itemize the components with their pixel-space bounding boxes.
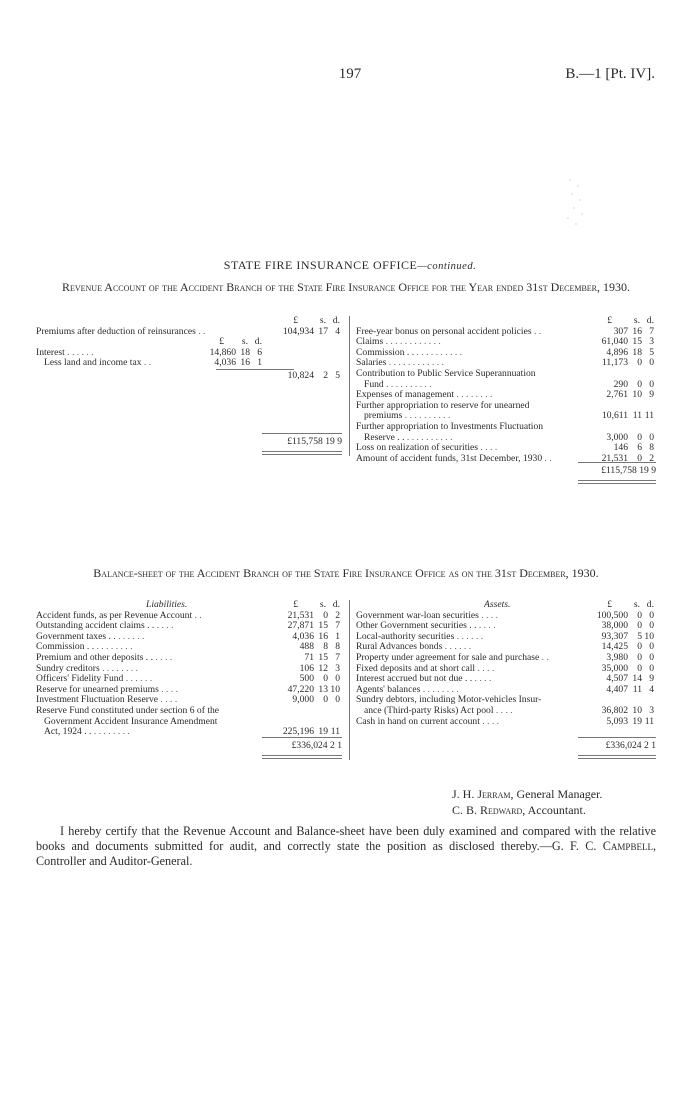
faint-stamp-mark [560, 170, 590, 230]
liability-pounds: 4,036 [292, 630, 314, 642]
asset-pence: 0 [649, 662, 654, 674]
liability-pence: 1 [335, 630, 340, 642]
asset-pounds: 93,307 [601, 630, 628, 642]
asset-pounds: 4,507 [606, 673, 628, 685]
expenditure-label-wrap [364, 380, 432, 391]
office-title [0, 258, 700, 273]
expenditure-label-wrap [356, 401, 529, 412]
liability-label: Government Accident Insurance Amendment [44, 716, 218, 727]
expenditure-row [356, 411, 656, 422]
expenditure-pence: 0 [649, 357, 654, 369]
expenditure-label: Commission . . [356, 347, 415, 358]
asset-pounds: 4,407 [606, 683, 628, 695]
expenditure-rows [356, 327, 656, 465]
signature-general-manager [452, 787, 602, 802]
shillings-header: s. [319, 599, 326, 610]
expenditure-pounds: 11,173 [601, 357, 628, 369]
signature-title: , General Manager. [510, 787, 603, 801]
leader-dots: . . . . . . . . . . [383, 379, 432, 390]
liability-label-wrap [36, 611, 202, 622]
signature-name: J. H. Jerram [452, 787, 511, 801]
pounds-header: £ [607, 315, 612, 326]
liability-pence: 0 [335, 673, 340, 685]
expenditure-row [356, 433, 656, 444]
expenditure-pence: 3 [649, 336, 654, 348]
liability-pence: 11 [330, 726, 340, 738]
expenditure-label: Contribution to Public Service Superannuation [356, 368, 536, 379]
pounds-header: £ [219, 336, 224, 348]
leader-dots: . . . . . . . . . . [404, 432, 453, 443]
leader-dots: . . . . . . [64, 347, 94, 358]
expenditure-label: Free-year bonus on personal accident policies [356, 326, 532, 337]
leader-dots: . . . . . . . . [420, 684, 459, 695]
liability-label-wrap [36, 632, 144, 643]
revenue-column-divider [349, 316, 350, 456]
asset-label-wrap [364, 706, 513, 717]
office-title-text: STATE FIRE INSURANCE OFFICE [223, 258, 418, 272]
asset-pounds: 14,425 [601, 641, 628, 653]
liability-pounds: 500 [299, 673, 314, 685]
liabilities-total: £336,024 2 1 [291, 740, 342, 751]
asset-label: Sundry debtors, including Motor-vehicles Insur- [356, 695, 542, 706]
expenditure-shillings: 15 [632, 336, 642, 348]
pence-header: d. [646, 599, 654, 610]
expenditure-label: premiums [364, 411, 403, 422]
liability-shillings: 0 [323, 673, 328, 685]
liability-shillings: 15 [318, 620, 328, 632]
liability-pounds: 71 [304, 651, 314, 663]
asset-label-wrap [356, 695, 541, 706]
liability-shillings: 16 [318, 630, 328, 642]
audit-certificate [36, 824, 656, 869]
asset-label-wrap [356, 674, 491, 685]
asset-label-wrap [356, 632, 483, 643]
interest-pounds: 14,860 [209, 346, 236, 358]
liability-shillings: 0 [323, 609, 328, 621]
expenditure-label-wrap [356, 443, 497, 454]
expenditure-row [356, 358, 656, 369]
expenditure-pence: 5 [649, 346, 654, 358]
expenditure-row [356, 390, 656, 401]
expenditure-label: Claims [356, 337, 384, 348]
expenditure-label: Salaries [356, 358, 387, 369]
expenditure-pence: 2 [649, 452, 654, 464]
expenditure-label: Further appropriation to Investments Fluctuation [356, 421, 544, 432]
pounds-header: £ [293, 315, 298, 326]
liability-row [36, 642, 342, 653]
asset-label: Local-authority securities [356, 631, 455, 642]
asset-label-wrap [356, 664, 494, 675]
expenditure-label-wrap [356, 327, 541, 338]
certificate-text: I hereby certify that the Revenue Account and Balance-sheet have been duly examined and compared with the relative books and documents submitted for audit, and correctly state the position as disclosed thereby.— [36, 824, 656, 853]
liability-label: Act, 1924 . . [44, 727, 92, 738]
leader-dots: . . . . . . . . . . . . [383, 337, 441, 348]
leader-dots: . . . . [472, 674, 492, 685]
balance-sheet-title: Balance-sheet of the Accident Branch of the State Fire Insurance Office as on the 31st December, 1930. [93, 566, 599, 580]
liability-row [36, 632, 342, 643]
income-row-interest [36, 348, 342, 359]
leader-dots: . . . . [479, 716, 500, 727]
expenditure-pounds: 10,611 [601, 410, 628, 422]
shillings-header: s. [633, 315, 640, 326]
assets-total-top-rule [578, 737, 656, 738]
asset-label-wrap [356, 642, 471, 653]
liability-label: Sundry creditors [36, 663, 100, 674]
assets-header: Assets. [484, 600, 511, 610]
revenue-expenditure-currency-header [356, 316, 656, 327]
asset-pounds: 36,802 [601, 704, 628, 716]
income-pounds: 104,934 [282, 325, 314, 337]
asset-label: Agents' balances [356, 684, 421, 695]
liability-label: Accident funds, as per Revenue Account [36, 610, 193, 621]
income-label: Premiums after deduction of reinsurances [36, 326, 196, 337]
leader-dots: . . [195, 326, 206, 337]
interest-pence: 6 [257, 346, 262, 358]
asset-pounds: 38,000 [601, 620, 628, 632]
expenditure-label-wrap [356, 390, 492, 401]
asset-pence: 3 [649, 704, 654, 716]
liability-shillings: 0 [323, 694, 328, 706]
liability-pounds: 106 [299, 662, 314, 674]
liabilities-total-top-rule [262, 737, 342, 738]
liability-label: Commission . . [36, 642, 95, 653]
pounds-header: £ [293, 599, 298, 610]
liability-pence: 0 [335, 694, 340, 706]
leader-dots: . . . . [158, 695, 178, 706]
asset-shillings: 19 [632, 715, 642, 727]
revenue-account-title: Revenue Account of the Accident Branch of the State Fire Insurance Office for the Year ended 31st December, 1930. [61, 280, 631, 294]
expenditure-pence: 7 [649, 325, 654, 337]
expenditure-row [356, 422, 656, 433]
asset-label: Property under agreement for sale and purchase [356, 652, 540, 663]
income-row-premiums [36, 327, 342, 338]
asset-shillings: 11 [632, 683, 642, 695]
income-total-top-rule [262, 433, 342, 434]
asset-label: Other Government securities . . [356, 621, 477, 632]
liability-label-wrap [36, 695, 177, 706]
liability-shillings: 19 [318, 726, 328, 738]
liability-label: Investment Fluctuation Reserve [36, 695, 159, 706]
pounds-header: £ [607, 599, 612, 610]
asset-pence: 0 [649, 651, 654, 663]
tax-pence: 1 [257, 357, 262, 369]
expenditure-label-wrap [364, 433, 452, 444]
asset-pence: 9 [649, 673, 654, 685]
leader-dots: . . . . . . [123, 674, 153, 685]
asset-shillings: 5 [637, 630, 642, 642]
liabilities-column [36, 600, 342, 738]
balance-column-divider [349, 600, 350, 760]
page-number: 197 [338, 66, 362, 82]
revenue-expenditure-column [356, 316, 656, 464]
expenditure-total: £115,758 19 9 [601, 465, 656, 476]
signature-name: C. B. Redward [452, 803, 523, 817]
leader-dots: . . [539, 652, 549, 663]
asset-pence: 0 [649, 641, 654, 653]
pence-header: d. [254, 336, 262, 348]
leader-dots: . . . . . . . . . . . . [386, 358, 444, 369]
asset-pence: 11 [644, 715, 654, 727]
asset-label: Government war-loan securities [356, 610, 479, 621]
liability-pounds: 225,196 [282, 726, 314, 738]
liability-label: Reserve Fund constituted under section 6 of the [36, 705, 220, 716]
document-reference: B.—1 [Pt. IV]. [565, 66, 655, 82]
expenditure-total-top-rule [578, 462, 656, 463]
leader-dots: . . . . . . [442, 642, 472, 653]
liabilities-rows [36, 611, 342, 738]
expenditure-pounds: 2,761 [606, 389, 628, 401]
leader-dots: . . . . [475, 663, 495, 674]
asset-label-wrap [356, 653, 549, 664]
expenditure-pence: 0 [649, 431, 654, 443]
expenditure-shillings: 16 [632, 325, 642, 337]
liability-label-wrap [36, 621, 173, 632]
liability-pounds: 27,871 [287, 620, 314, 632]
leader-dots: . . . . . . . . [91, 727, 130, 738]
asset-pounds: 35,000 [601, 662, 628, 674]
expenditure-pounds: 61,040 [601, 336, 628, 348]
expenditure-row [356, 369, 656, 380]
asset-shillings: 0 [637, 609, 642, 621]
expenditure-shillings: 11 [632, 410, 642, 422]
leader-dots: . . . . [478, 610, 499, 621]
shillings-header: s. [241, 336, 248, 348]
leader-dots: . . . . [478, 443, 498, 454]
assets-total: £336,024 2 1 [605, 740, 656, 751]
pence-header: d. [646, 315, 654, 326]
asset-label-wrap [356, 621, 496, 632]
liability-label-wrap [44, 727, 130, 738]
leader-dots: . . . . . . . . . . [414, 347, 463, 358]
asset-shillings: 0 [637, 620, 642, 632]
liability-label: Premium and other deposits . . [36, 652, 153, 663]
leader-dots: . . . . . . . . [94, 642, 133, 653]
signature-title: , Accountant. [522, 803, 586, 817]
tax-pounds: 4,036 [214, 357, 236, 369]
expenditure-pounds: 21,531 [601, 452, 628, 464]
shillings-header: s. [633, 599, 640, 610]
expenditure-label: Fund [364, 379, 384, 390]
expenditure-label-wrap [356, 422, 543, 433]
certificate-signer: G. F. C. Campbell [551, 839, 653, 853]
leader-dots: . . . . . . . . [454, 390, 493, 401]
asset-pence: 4 [649, 683, 654, 695]
expenditure-label: Loss on realization of securities [356, 443, 479, 454]
leader-dots: . . . . [152, 652, 173, 663]
income-row-tax [36, 358, 342, 369]
assets-header-row [356, 600, 656, 611]
expenditure-label: Amount of accident funds, 31st December, 1930 [356, 453, 543, 464]
income-total-double-rule [262, 451, 342, 455]
liabilities-header-row [36, 600, 342, 611]
liability-label: Officers' Fidelity Fund [36, 674, 124, 685]
expenditure-label: Further appropriation to reserve for unearned [356, 400, 530, 411]
liability-label-wrap [36, 674, 152, 685]
expenditure-shillings: 0 [637, 431, 642, 443]
expenditure-label: Expenses of management [356, 390, 455, 401]
liability-label: Outstanding accident claims . . [36, 621, 155, 632]
asset-pounds: 100,500 [596, 609, 628, 621]
liability-shillings: 15 [318, 651, 328, 663]
expenditure-shillings: 6 [637, 442, 642, 454]
asset-pounds: 3,980 [606, 651, 628, 663]
asset-pence: 0 [649, 609, 654, 621]
certificate-signer-title: , Controller and Auditor-General. [36, 839, 656, 868]
pence-header: d. [332, 315, 340, 326]
liability-shillings: 13 [318, 683, 328, 695]
revenue-income-currency-header [36, 316, 342, 327]
expenditure-shillings: 0 [637, 357, 642, 369]
asset-label-wrap [356, 611, 498, 622]
asset-shillings: 0 [637, 641, 642, 653]
liability-pounds: 47,220 [287, 683, 314, 695]
income-pence: 4 [335, 325, 340, 337]
liability-label-wrap [36, 664, 138, 675]
liability-pence: 7 [335, 620, 340, 632]
asset-row [356, 653, 656, 664]
leader-dots: . . . . . . . . [99, 663, 139, 674]
liability-pounds: 21,531 [287, 609, 314, 621]
expenditure-pounds: 3,000 [606, 431, 628, 443]
liability-pence: 2 [335, 609, 340, 621]
interest-shillings: 18 [240, 346, 250, 358]
liability-label-wrap [36, 685, 178, 696]
liability-row [36, 695, 342, 706]
expenditure-label: Reserve . . [364, 432, 405, 443]
leader-dots: . . . . . . [115, 631, 145, 642]
liabilities-header: Liabilities. [146, 600, 188, 610]
leader-dots: . . . . [158, 684, 178, 695]
expenditure-pounds: 307 [613, 325, 628, 337]
income-label: Interest [36, 347, 65, 358]
asset-pence: 10 [644, 630, 654, 642]
leader-dots: . . . . [154, 621, 174, 632]
liability-shillings: 12 [318, 662, 328, 674]
leader-dots: . . . . . . . . . . [402, 411, 451, 422]
expenditure-label-wrap [356, 358, 444, 369]
asset-label: Fixed deposits and at short call [356, 663, 476, 674]
liability-label-wrap [36, 653, 172, 664]
asset-label-wrap [356, 685, 459, 696]
asset-label: Rural Advances bonds [356, 642, 443, 653]
expenditure-shillings: 18 [632, 346, 642, 358]
liability-pounds: 9,000 [292, 694, 314, 706]
expenditure-label-wrap [356, 454, 552, 465]
expenditure-label-wrap [356, 337, 441, 348]
continued-label: —continued. [417, 261, 477, 272]
liability-pence: 3 [335, 662, 340, 674]
income-total: £115,758 19 9 [287, 436, 342, 447]
expenditure-label-wrap [364, 411, 450, 422]
asset-shillings: 0 [637, 662, 642, 674]
liability-row [36, 664, 342, 675]
assets-total-double-rule [578, 755, 656, 759]
revenue-income-column [36, 316, 342, 382]
leader-dots: . . . . . . [454, 631, 484, 642]
income-label: Less land and income tax [44, 358, 142, 369]
expenditure-pounds: 290 [613, 378, 628, 390]
expenditure-pence: 11 [644, 410, 654, 422]
expenditure-shillings: 0 [637, 378, 642, 390]
liability-pence: 10 [330, 683, 340, 695]
interest-net-pounds: 10,824 [287, 369, 314, 381]
interest-net-shillings: 2 [323, 369, 328, 381]
asset-row [356, 717, 656, 728]
liability-row [36, 653, 342, 664]
interest-currency-header [36, 337, 342, 348]
leader-dots: . . [542, 453, 552, 464]
income-shillings: 17 [318, 325, 328, 337]
leader-dots: . . [192, 610, 202, 621]
tax-shillings: 16 [240, 357, 250, 369]
expenditure-pence: 0 [649, 378, 654, 390]
expenditure-pounds: 4,896 [606, 346, 628, 358]
interest-subtotal-rule [216, 369, 294, 370]
asset-label: Interest accrued but not due . . [356, 674, 473, 685]
asset-row [356, 706, 656, 717]
liability-label: Government taxes . . [36, 631, 116, 642]
liability-label-wrap [36, 642, 132, 653]
asset-pounds: 5,093 [606, 715, 628, 727]
asset-label-wrap [356, 717, 499, 728]
expenditure-label-wrap [356, 348, 462, 359]
assets-column [356, 600, 656, 727]
liability-shillings: 8 [323, 641, 328, 653]
asset-shillings: 0 [637, 651, 642, 663]
liability-pence: 8 [335, 641, 340, 653]
expenditure-shillings: 10 [632, 389, 642, 401]
asset-shillings: 10 [632, 704, 642, 716]
leader-dots: . . [531, 326, 542, 337]
liability-label-wrap [36, 706, 219, 717]
asset-row [356, 685, 656, 696]
expenditure-shillings: 0 [637, 452, 642, 464]
liability-label: Reserve for unearned premiums [36, 684, 159, 695]
expenditure-total-double-rule [578, 480, 656, 484]
shillings-header: s. [319, 315, 326, 326]
liability-row [36, 706, 342, 717]
expenditure-pounds: 146 [613, 442, 628, 454]
liability-pounds: 488 [299, 641, 314, 653]
asset-label: Cash in hand on current account [356, 716, 480, 727]
interest-net-row [36, 371, 342, 382]
asset-pence: 0 [649, 620, 654, 632]
expenditure-pence: 8 [649, 442, 654, 454]
leader-dots: . . . . [476, 621, 496, 632]
expenditure-pence: 9 [649, 389, 654, 401]
liabilities-total-double-rule [262, 755, 342, 759]
expenditure-label-wrap [356, 369, 536, 380]
liability-label-wrap [44, 717, 217, 728]
pence-header: d. [332, 599, 340, 610]
leader-dots: . . [141, 358, 152, 369]
signature-accountant [452, 803, 586, 818]
leader-dots: . . . . [493, 705, 513, 716]
interest-net-pence: 5 [335, 369, 340, 381]
asset-label: ance (Third-party Risks) Act pool [364, 705, 494, 716]
liability-pence: 7 [335, 651, 340, 663]
asset-shillings: 14 [632, 673, 642, 685]
assets-rows [356, 611, 656, 728]
